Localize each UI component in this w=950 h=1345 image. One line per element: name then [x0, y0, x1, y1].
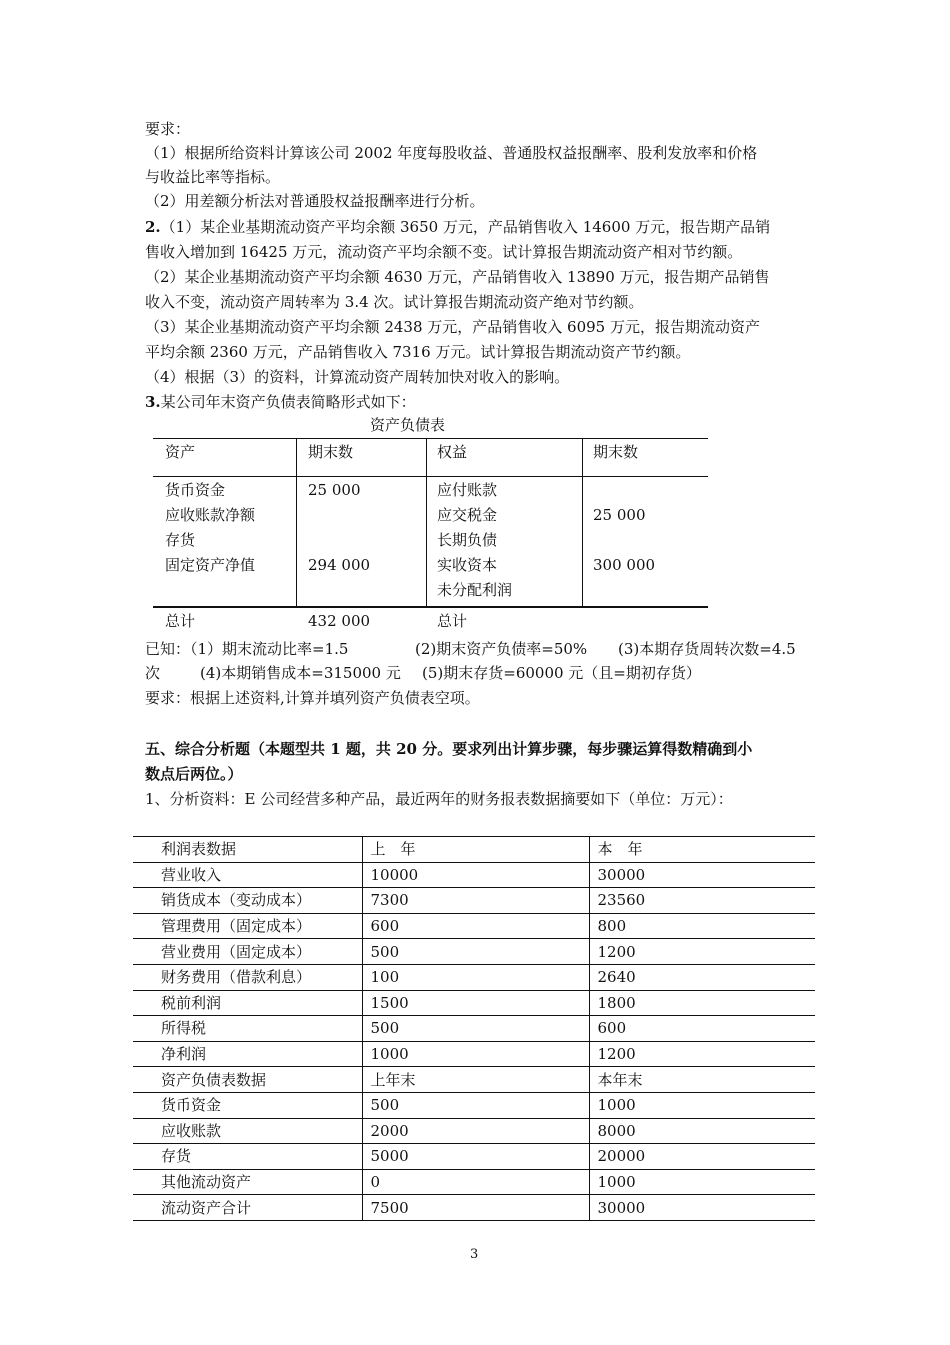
table-row: [133, 1016, 815, 1042]
table-row: [133, 888, 815, 914]
asset-fixed: 固定资产净值: [165, 556, 256, 574]
q3-requirement: 要求：根据上述资料,计算并填列资产负债表空项。: [145, 689, 480, 707]
equity-value-taxes: 25 000: [593, 506, 646, 524]
table-cell: 应收账款: [133, 1118, 362, 1144]
table-cell: 所得税: [133, 1016, 362, 1042]
table-row: [133, 1041, 815, 1067]
table-row: [133, 862, 815, 888]
table-cell: 利润表数据: [133, 837, 362, 863]
known-4: (4)本期销售成本=315000 元: [200, 664, 401, 682]
table-cell: 1000: [362, 1041, 589, 1067]
q2-line2: 售收入增加到 16425 万元，流动资产平均余额不变。试计算报告期流动资产相对节约额。: [145, 243, 743, 261]
table-cell: 净利润: [133, 1041, 362, 1067]
table-cell: 30000: [589, 862, 815, 888]
table-cell: 营业收入: [133, 862, 362, 888]
table-cell: 流动资产合计: [133, 1195, 362, 1221]
table-cell: 货币资金: [133, 1092, 362, 1118]
q2-line3: （2）某企业基期流动资产平均余额 4630 万元，产品销售收入 13890 万元，报告期产品销售: [145, 268, 770, 286]
asset-value-fixed: 294 000: [308, 556, 371, 574]
table-cell: 500: [362, 939, 589, 965]
table-cell: 1000: [589, 1169, 815, 1195]
total-label-assets: 总计: [165, 612, 196, 630]
q2-number: 2.: [145, 218, 161, 236]
known-1: 已知：（1）期末流动比率=1.5: [145, 640, 349, 658]
table-row: [133, 1169, 815, 1195]
table-row: [133, 1195, 815, 1221]
page-number: 3: [470, 1247, 479, 1262]
asset-receivables: 应收账款净额: [165, 506, 256, 524]
table-cell: 1200: [589, 1041, 815, 1067]
known-3-cont: 次: [145, 664, 161, 682]
known-3: (3)本期存货周转次数=4.5: [618, 640, 796, 658]
table-row: [133, 1144, 815, 1170]
table-cell: 0: [362, 1169, 589, 1195]
table-cell: 100: [362, 964, 589, 990]
table-cell: 2000: [362, 1118, 589, 1144]
table-row: [133, 990, 815, 1016]
balance-sheet-caption: 资产负债表: [370, 416, 446, 434]
q3-number: 3.: [145, 393, 161, 411]
table-cell: 1000: [589, 1092, 815, 1118]
total-label-equity: 总计: [437, 612, 468, 630]
table-cell: 存货: [133, 1144, 362, 1170]
table-cell: 1800: [589, 990, 815, 1016]
section5-title-line2: 数点后两位。）: [145, 765, 243, 783]
header-assets: 资产: [165, 443, 196, 461]
section5-title-line1: 五、综合分析题（本题型共 1 题，共 20 分。要求列出计算步骤，每步骤运算得数精确到小: [145, 740, 753, 758]
table-cell: 500: [362, 1092, 589, 1118]
table-cell: 销货成本（变动成本）: [133, 888, 362, 914]
equity-payables: 应付账款: [437, 481, 498, 499]
requirement-label: 要求：: [145, 120, 191, 138]
requirement-1-line2: 与收益比率等指标。: [145, 168, 281, 186]
q3-title-text: 某公司年末资产负债表简略形式如下：: [160, 393, 416, 411]
table-cell: 600: [362, 913, 589, 939]
equity-value-capital: 300 000: [593, 556, 656, 574]
q2-line5: （3）某企业基期流动资产平均余额 2438 万元，产品销售收入 6095 万元，报告期流动资产: [145, 318, 760, 336]
table-cell: 资产负债表数据: [133, 1067, 362, 1093]
table-cell: 1500: [362, 990, 589, 1016]
known-2: (2)期末资产负债率=50%: [415, 640, 588, 658]
financial-data-table: [133, 836, 815, 1221]
q2-line7: （4）根据（3）的资料，计算流动资产周转加快对收入的影响。: [145, 368, 570, 386]
table-cell: 财务费用（借款利息）: [133, 964, 362, 990]
table-cell: 7500: [362, 1195, 589, 1221]
table-cell: 800: [589, 913, 815, 939]
header-period-end-2: 期末数: [593, 443, 639, 461]
table-cell: 7300: [362, 888, 589, 914]
table-row: [133, 964, 815, 990]
q2-line4: 收入不变，流动资产周转率为 3.4 次。试计算报告期流动资产绝对节约额。: [145, 293, 644, 311]
table-cell: 500: [362, 1016, 589, 1042]
table-cell: 税前利润: [133, 990, 362, 1016]
table-cell: 600: [589, 1016, 815, 1042]
requirement-2: （2）用差额分析法对普通股权益报酬率进行分析。: [145, 192, 485, 210]
table-row: [133, 1092, 815, 1118]
table-cell: 1200: [589, 939, 815, 965]
header-period-end-1: 期末数: [308, 443, 354, 461]
table-row: [133, 939, 815, 965]
known-5: (5)期末存货=60000 元（且=期初存货）: [422, 664, 701, 682]
table-cell: 2640: [589, 964, 815, 990]
table-cell: 本 年: [589, 837, 815, 863]
table-cell: 5000: [362, 1144, 589, 1170]
balance-sheet-table: [153, 438, 708, 630]
equity-retained: 未分配利润: [437, 581, 513, 599]
section5-intro: 1、分析资料：E 公司经营多种产品，最近两年的财务报表数据摘要如下（单位：万元）：: [145, 790, 733, 808]
table-cell: 20000: [589, 1144, 815, 1170]
asset-cash: 货币资金: [165, 481, 226, 499]
table-row: [133, 837, 815, 863]
table-cell: 8000: [589, 1118, 815, 1144]
table-cell: 上 年: [362, 837, 589, 863]
table-cell: 23560: [589, 888, 815, 914]
requirement-1-line1: （1）根据所给资料计算该公司 2002 年度每股收益、普通股权益报酬率、股利发放率和价格: [145, 144, 758, 162]
q2-text1: （1）某企业基期流动资产平均余额 3650 万元，产品销售收入 14600 万元，报告期产品销: [160, 218, 771, 236]
equity-capital: 实收资本: [437, 556, 498, 574]
table-cell: 10000: [362, 862, 589, 888]
equity-longterm: 长期负债: [437, 531, 498, 549]
table-cell: 本年末: [589, 1067, 815, 1093]
table-cell: 30000: [589, 1195, 815, 1221]
q3-title: [145, 391, 416, 413]
header-equity: 权益: [437, 443, 468, 461]
table-row: [133, 913, 815, 939]
table-cell: 其他流动资产: [133, 1169, 362, 1195]
total-value: 432 000: [308, 612, 371, 630]
q2-line6: 平均余额 2360 万元，产品销售收入 7316 万元。试计算报告期流动资产节约额。: [145, 343, 691, 361]
table-row: [133, 1118, 815, 1144]
asset-value-cash: 25 000: [308, 481, 361, 499]
table-cell: 营业费用（固定成本）: [133, 939, 362, 965]
asset-inventory: 存货: [165, 531, 196, 549]
equity-taxes: 应交税金: [437, 506, 498, 524]
q2-line1: [145, 216, 770, 238]
table-cell: 管理费用（固定成本）: [133, 913, 362, 939]
table-cell: 上年末: [362, 1067, 589, 1093]
table-row: [133, 1067, 815, 1093]
